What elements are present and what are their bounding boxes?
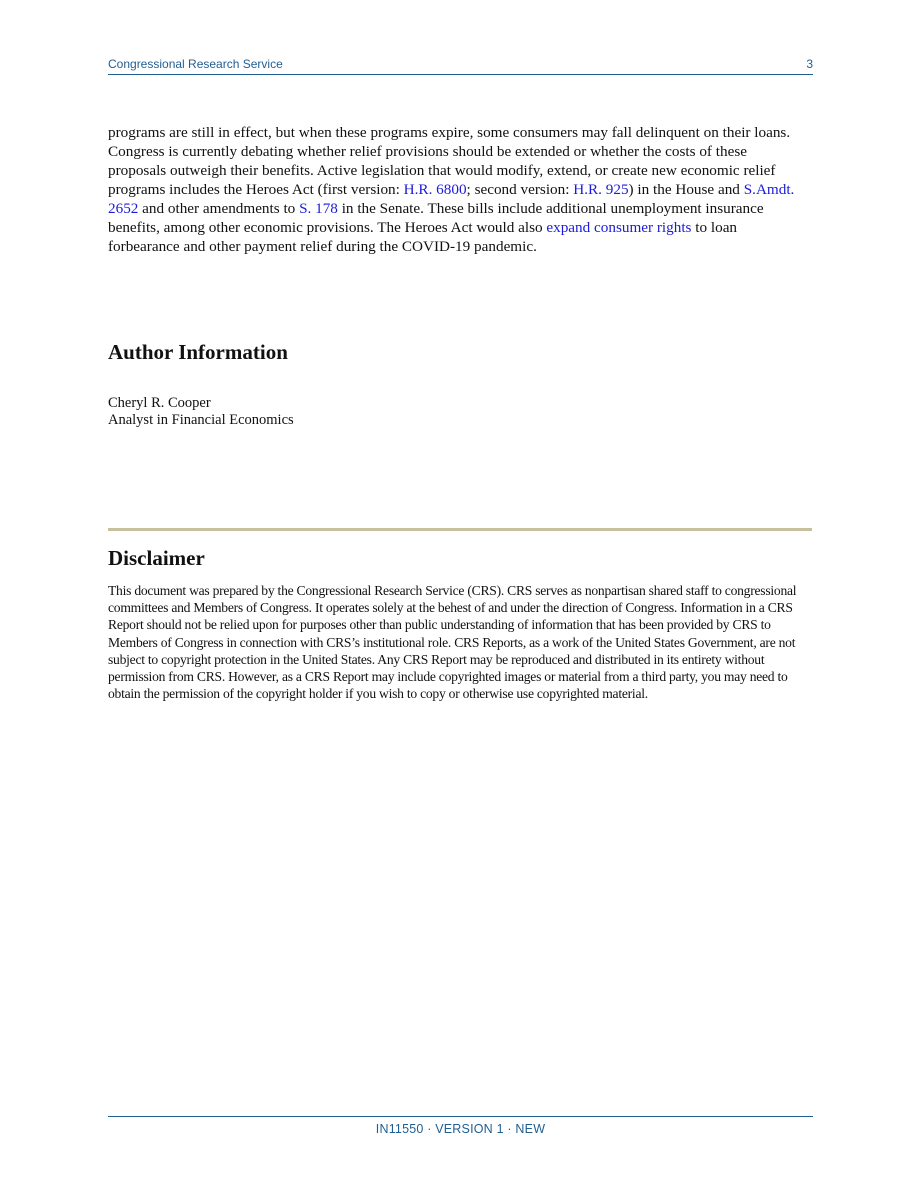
author-information-heading: Author Information <box>108 340 288 364</box>
link-hr-6800[interactable]: H.R. 6800 <box>403 181 467 198</box>
section-divider <box>108 528 812 531</box>
link-hr-925[interactable]: H.R. 925 <box>573 181 629 198</box>
body-text-segment: ) in the House and <box>628 181 744 198</box>
link-samdt-2652[interactable]: S.Amdt. 2652 <box>108 181 795 217</box>
author-title: Analyst in Financial Economics <box>108 412 294 428</box>
body-text-segment: ; second version: <box>466 181 574 198</box>
footer-report-id: IN11550 · VERSION 1 · NEW <box>375 1122 546 1136</box>
body-text-segment: to loan forbearance and other payment relief during the COVID-19 pandemic. <box>108 219 738 255</box>
author-name: Cheryl R. Cooper <box>108 395 211 411</box>
header-page-number: 3 <box>806 57 813 71</box>
page-header <box>108 57 813 75</box>
link-expand-consumer-rights[interactable]: expand consumer rights <box>546 219 692 236</box>
body-text-segment: and other amendments to <box>138 200 300 217</box>
disclaimer-heading: Disclaimer <box>108 546 205 570</box>
header-organization: Congressional Research Service <box>108 57 283 71</box>
body-paragraph <box>108 123 796 256</box>
link-s-178[interactable]: S. 178 <box>299 200 338 217</box>
body-text-segment: in the Senate. These bills include additional unemployment insurance benefits, among other economic provisions. The Heroes Act would also <box>108 200 764 236</box>
body-text-segment: programs are still in effect, but when these programs expire, some consumers may fall delinquent on their loans. Congress is currently debating whether relief provisions should be extended or whether the costs of these proposals outweigh their benefits. Active legislation that would modify, extend, or create new economic relief programs includes the Heroes Act (first version: <box>108 124 791 198</box>
page-footer <box>108 1116 813 1138</box>
disclaimer-paragraph: This document was prepared by the Congressional Research Service (CRS). CRS serves as nonpartisan shared staff to congressional committees and Members of Congress. It operates solely at the behest of and under the direction of Congress. Information in a CRS Report should not be relied upon for purposes other than public understanding of information that has been provided by CRS to Members of Congress in connection with CRS’s institutional role. CRS Reports, as a work of the United States Government, are not subject to copyright protection in the United States. Any CRS Report may be reproduced and distributed in its entirety without permission from CRS. However, as a CRS Report may include copyrighted images or material from a third party, you may need to obtain the permission of the copyright holder if you wish to copy or otherwise use copyrighted material. <box>108 583 797 702</box>
